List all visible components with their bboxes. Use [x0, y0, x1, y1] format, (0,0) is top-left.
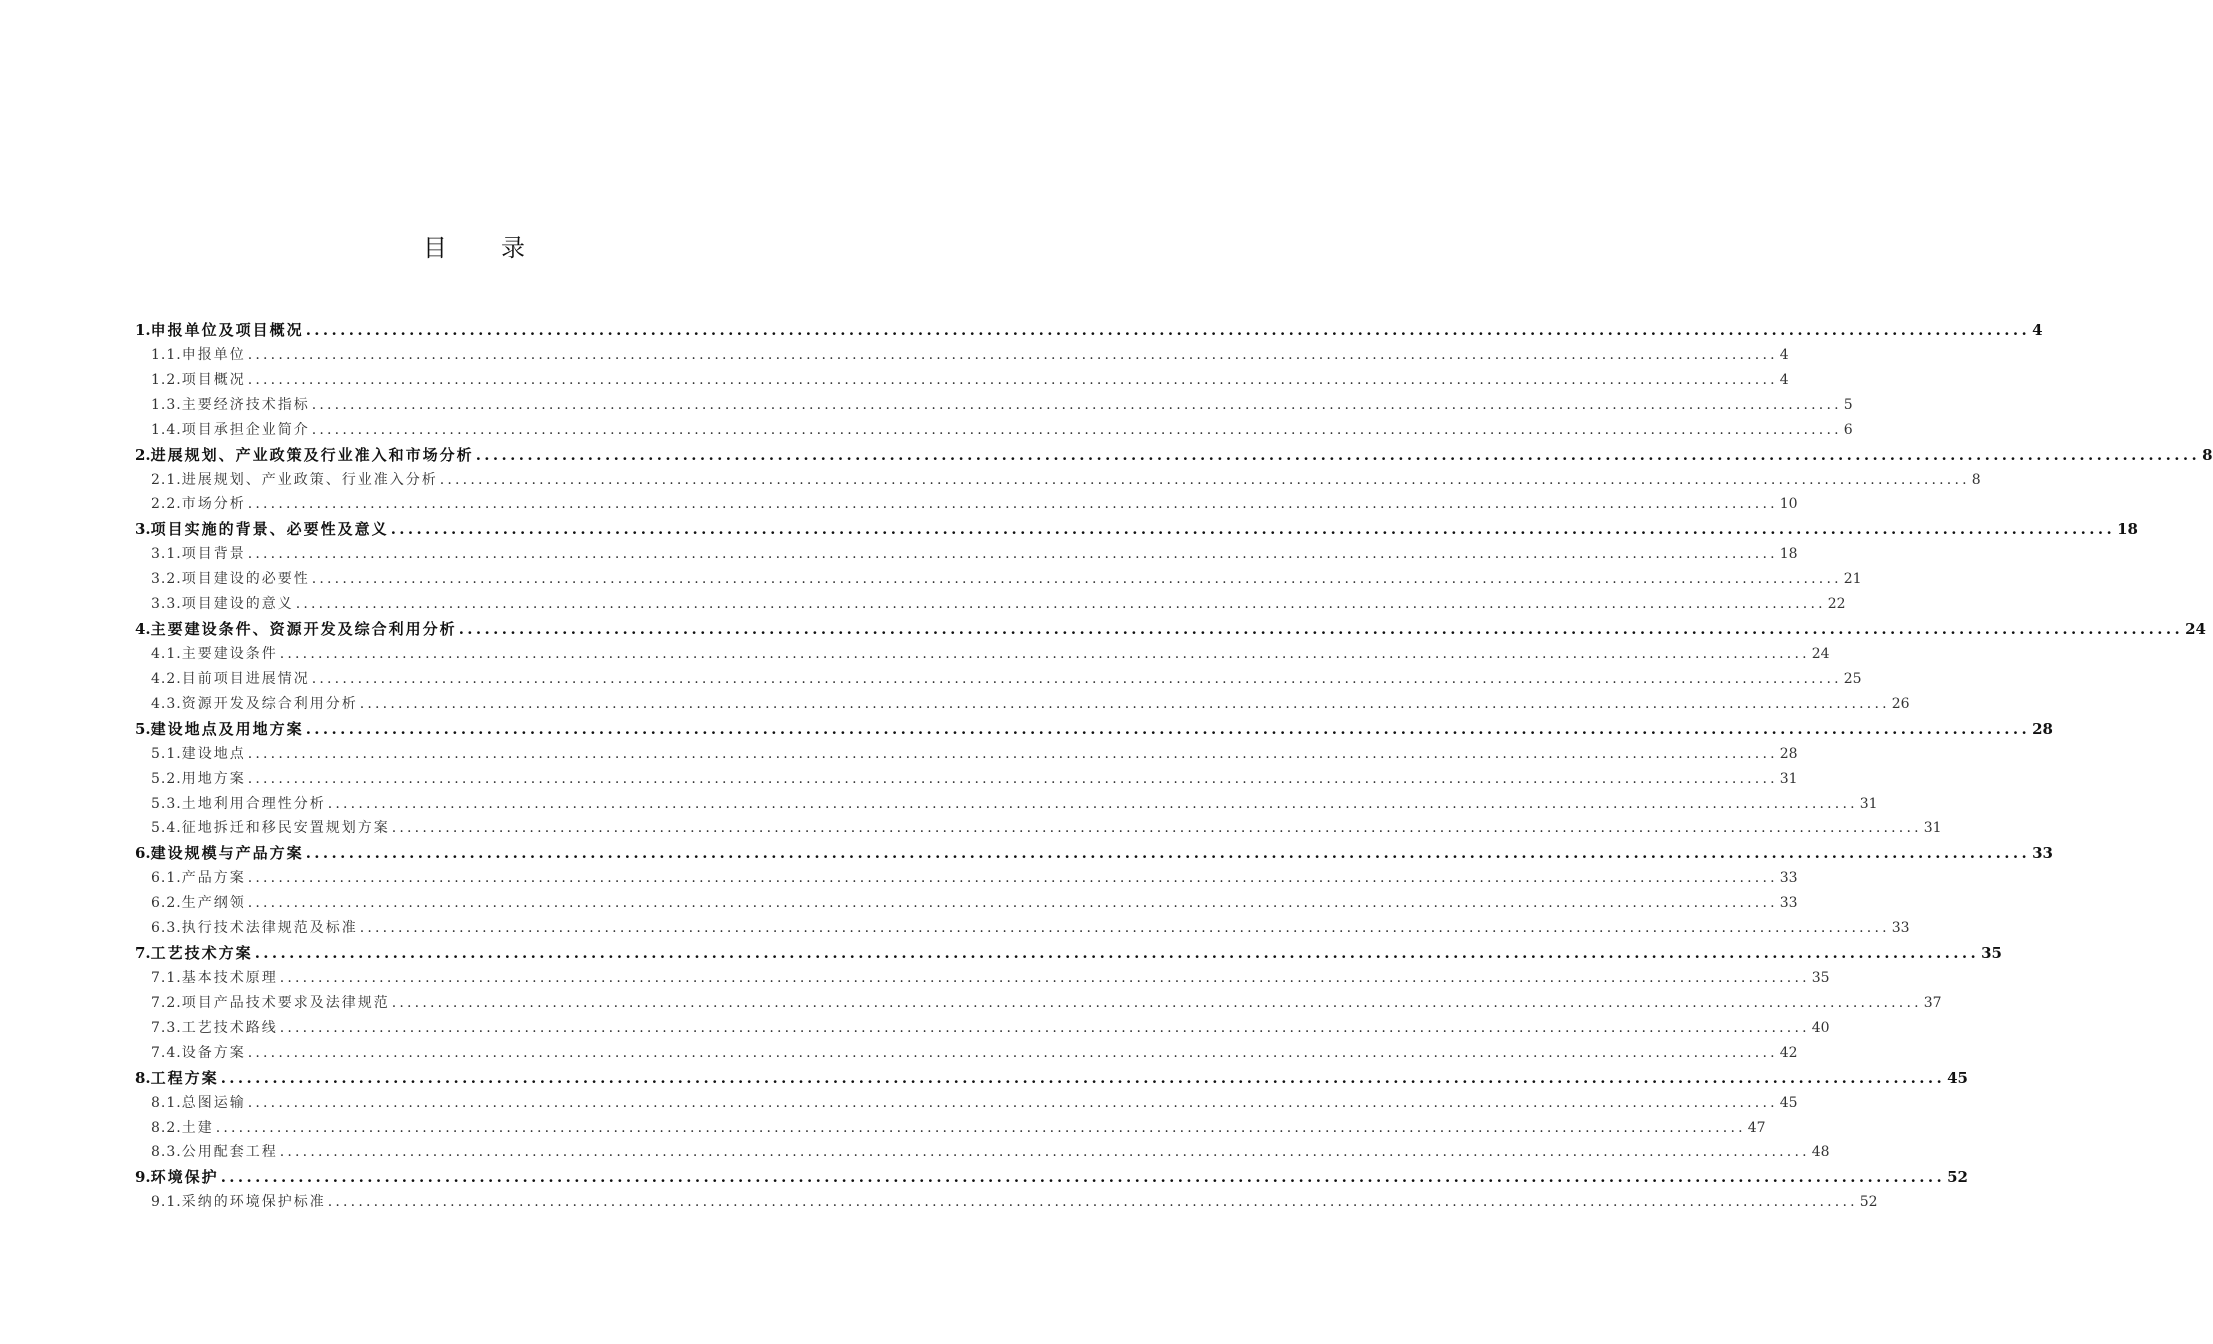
toc-entry-number: 9.: [135, 1168, 151, 1187]
toc-page-number: 33: [1891, 920, 1910, 937]
toc-page-number: 35: [1811, 969, 1830, 986]
toc-dot-leader: ........................................................................................................................................................................................................: [279, 645, 1810, 662]
toc-page-number: 45: [1947, 1068, 1968, 1087]
toc-dot-leader: ........................................................................................................................................................................................................: [327, 795, 1858, 812]
toc-entry-number: 2.2.: [151, 496, 182, 513]
toc-entry-number: 4.2.: [151, 670, 182, 687]
toc-entry-title: 基本技术原理: [181, 969, 278, 986]
toc-entry-title: 生产纲领: [181, 895, 246, 912]
toc-page-number: 33: [2032, 844, 2053, 863]
toc-page-number: 47: [1747, 1119, 1766, 1136]
toc-dot-leader: ........................................................................................................................................................................................................: [311, 396, 1842, 413]
toc-entry-title: 申报单位及项目概况: [150, 321, 304, 339]
toc-page-number: 28: [1779, 745, 1798, 762]
toc-page-number: 42: [1779, 1044, 1798, 1061]
toc-page-number: 33: [1779, 870, 1798, 887]
toc-page-number: 48: [1811, 1144, 1830, 1161]
toc-page-number: 8: [1971, 471, 1981, 488]
toc-entry-title: 项目建设的意义: [181, 596, 294, 613]
toc-dot-leader: ........................................................................................................................................................................................................: [215, 1119, 1746, 1136]
toc-entry-number: 8.1.: [151, 1094, 182, 1111]
toc-entry-number: 3.2.: [151, 571, 182, 588]
toc-dot-leader: ........................................................................................................................................................................................................: [220, 1068, 1946, 1087]
page-title: [0, 228, 950, 263]
toc-page-number: 40: [1811, 1019, 1830, 1036]
toc-dot-leader: ........................................................................................................................................................................................................: [247, 770, 1778, 787]
toc-page-number: 24: [1811, 645, 1830, 662]
toc-page-number: 31: [1779, 770, 1798, 787]
toc-entry-number: 6.2.: [151, 895, 182, 912]
toc-page-number: 8: [2202, 445, 2213, 464]
toc-chapter-entry[interactable]: [135, 941, 2002, 966]
toc-entry-number: 6.1.: [151, 870, 182, 887]
toc-dot-leader: ........................................................................................................................................................................................................: [390, 520, 2116, 539]
toc-entry-number: 6.3.: [151, 920, 182, 937]
toc-entry-title: 申报单位: [181, 346, 246, 363]
toc-section-entry[interactable]: [135, 1016, 1830, 1041]
toc-chapter-entry[interactable]: [135, 318, 2043, 343]
toc-dot-leader: ........................................................................................................................................................................................................: [305, 719, 2031, 738]
toc-dot-leader: ........................................................................................................................................................................................................: [439, 471, 1970, 488]
toc-entry-number: 1.2.: [151, 371, 182, 388]
toc-dot-leader: ........................................................................................................................................................................................................: [279, 1019, 1810, 1036]
toc-entry-number: 7.4.: [151, 1044, 182, 1061]
toc-section-entry[interactable]: [135, 1190, 1878, 1215]
toc-section-entry[interactable]: [135, 692, 1910, 717]
toc-entry-number: 2.1.: [151, 471, 182, 488]
toc-dot-leader: ........................................................................................................................................................................................................: [391, 994, 1922, 1011]
toc-dot-leader: ........................................................................................................................................................................................................: [458, 620, 2184, 639]
toc-section-entry[interactable]: [135, 767, 1798, 792]
toc-section-entry[interactable]: [135, 343, 1789, 368]
title-char-1: 目: [423, 234, 449, 262]
toc-dot-leader: ........................................................................................................................................................................................................: [247, 870, 1778, 887]
toc-section-entry[interactable]: [135, 592, 1846, 617]
toc-entry-title: 总图运输: [181, 1094, 246, 1111]
toc-chapter-entry[interactable]: [135, 841, 2053, 866]
toc-chapter-entry[interactable]: [135, 617, 2206, 642]
toc-chapter-entry[interactable]: [135, 1165, 1968, 1190]
toc-dot-leader: ........................................................................................................................................................................................................: [311, 571, 1842, 588]
toc-page-number: 45: [1779, 1094, 1798, 1111]
toc-entry-number: 5.1.: [151, 745, 182, 762]
toc-dot-leader: ........................................................................................................................................................................................................: [254, 944, 1980, 963]
toc-entry-number: 8.3.: [151, 1144, 182, 1161]
toc-entry-title: 采纳的环境保护标准: [181, 1194, 326, 1211]
toc-section-entry[interactable]: [135, 891, 1798, 916]
toc-entry-number: 3.: [135, 520, 151, 539]
toc-dot-leader: ........................................................................................................................................................................................................: [279, 969, 1810, 986]
toc-entry-title: 执行技术法律规范及标准: [181, 920, 358, 937]
toc-dot-leader: ........................................................................................................................................................................................................: [220, 1168, 1946, 1187]
toc-dot-leader: ........................................................................................................................................................................................................: [247, 745, 1778, 762]
toc-entry-title: 工艺技术路线: [181, 1019, 278, 1036]
toc-section-entry[interactable]: [135, 816, 1942, 841]
toc-dot-leader: ........................................................................................................................................................................................................: [295, 596, 1826, 613]
toc-entry-title: 市场分析: [181, 496, 246, 513]
toc-page-number: 24: [2185, 620, 2206, 639]
toc-entry-number: 4.3.: [151, 695, 182, 712]
toc-section-entry[interactable]: [135, 492, 1798, 517]
toc-page-number: 22: [1827, 596, 1846, 613]
toc-entry-number: 7.2.: [151, 994, 182, 1011]
toc-page-number: 6: [1843, 421, 1853, 438]
toc-page-number: 21: [1843, 571, 1862, 588]
table-of-contents: [135, 318, 2213, 1215]
toc-entry-number: 5.4.: [151, 820, 182, 837]
toc-section-entry[interactable]: [135, 991, 1942, 1016]
toc-page-number: 18: [1779, 546, 1798, 563]
toc-dot-leader: ........................................................................................................................................................................................................: [247, 546, 1778, 563]
toc-dot-leader: ........................................................................................................................................................................................................: [327, 1194, 1858, 1211]
toc-dot-leader: ........................................................................................................................................................................................................: [279, 1144, 1810, 1161]
toc-entry-title: 进展规划、产业政策及行业准入和市场分析: [150, 445, 474, 464]
toc-page-number: 37: [1923, 994, 1942, 1011]
toc-entry-title: 进展规划、产业政策、行业准入分析: [181, 471, 438, 488]
toc-page-number: 33: [1779, 895, 1798, 912]
toc-entry-title: 环境保护: [150, 1168, 219, 1187]
toc-dot-leader: ........................................................................................................................................................................................................: [247, 346, 1778, 363]
toc-page-number: 26: [1891, 695, 1910, 712]
toc-section-entry[interactable]: [135, 642, 1830, 667]
toc-dot-leader: ........................................................................................................................................................................................................: [359, 695, 1890, 712]
toc-entry-number: 7.: [135, 944, 151, 963]
toc-entry-title: 建设地点: [181, 745, 246, 762]
toc-dot-leader: ........................................................................................................................................................................................................: [247, 1044, 1778, 1061]
toc-entry-title: 征地拆迁和移民安置规划方案: [181, 820, 390, 837]
toc-dot-leader: ........................................................................................................................................................................................................: [359, 920, 1890, 937]
toc-entry-title: 工程方案: [150, 1068, 219, 1087]
toc-chapter-entry[interactable]: [135, 1066, 1968, 1091]
toc-entry-title: 主要建设条件、资源开发及综合利用分析: [150, 620, 457, 639]
toc-entry-title: 产品方案: [181, 870, 246, 887]
toc-entry-title: 主要经济技术指标: [181, 396, 310, 413]
toc-chapter-entry[interactable]: [135, 443, 2213, 468]
toc-dot-leader: ........................................................................................................................................................................................................: [305, 844, 2031, 863]
toc-page-number: 4: [2032, 321, 2043, 339]
toc-section-entry[interactable]: [135, 916, 1910, 941]
toc-chapter-entry[interactable]: [135, 717, 2053, 742]
toc-section-entry[interactable]: [135, 866, 1798, 891]
toc-page-number: 5: [1843, 396, 1853, 413]
toc-entry-number: 8.2.: [151, 1119, 182, 1136]
toc-entry-title: 土地利用合理性分析: [181, 795, 326, 812]
toc-dot-leader: ........................................................................................................................................................................................................: [247, 895, 1778, 912]
toc-section-entry[interactable]: [135, 792, 1878, 817]
toc-dot-leader: ........................................................................................................................................................................................................: [247, 496, 1778, 513]
toc-entry-number: 5.2.: [151, 770, 182, 787]
toc-section-entry[interactable]: [135, 1116, 1766, 1141]
toc-page-number: 18: [2117, 520, 2138, 539]
toc-entry-title: 土建: [181, 1119, 214, 1136]
toc-dot-leader: ........................................................................................................................................................................................................: [311, 421, 1842, 438]
toc-page-number: 52: [1859, 1194, 1878, 1211]
toc-page-number: 4: [1779, 346, 1789, 363]
toc-entry-number: 4.1.: [151, 645, 182, 662]
toc-section-entry[interactable]: [135, 542, 1798, 567]
toc-section-entry[interactable]: [135, 567, 1862, 592]
toc-section-entry[interactable]: [135, 966, 1830, 991]
toc-entry-title: 项目产品技术要求及法律规范: [181, 994, 390, 1011]
toc-page-number: 10: [1779, 496, 1798, 513]
toc-entry-title: 建设地点及用地方案: [150, 719, 304, 738]
toc-section-entry[interactable]: [135, 418, 1853, 443]
toc-dot-leader: ........................................................................................................................................................................................................: [247, 1094, 1778, 1111]
toc-entry-number: 2.: [135, 445, 151, 464]
toc-dot-leader: ........................................................................................................................................................................................................: [311, 670, 1842, 687]
toc-page-number: 31: [1923, 820, 1942, 837]
toc-section-entry[interactable]: [135, 468, 1981, 493]
toc-entry-number: 3.3.: [151, 596, 182, 613]
toc-entry-number: 8.: [135, 1068, 151, 1087]
toc-section-entry[interactable]: [135, 1091, 1798, 1116]
toc-entry-title: 公用配套工程: [181, 1144, 278, 1161]
toc-entry-number: 7.3.: [151, 1019, 182, 1036]
toc-entry-title: 项目实施的背景、必要性及意义: [150, 520, 389, 539]
toc-entry-number: 5.3.: [151, 795, 182, 812]
toc-dot-leader: ........................................................................................................................................................................................................: [475, 445, 2201, 464]
toc-dot-leader: ........................................................................................................................................................................................................: [391, 820, 1922, 837]
toc-entry-title: 建设规模与产品方案: [150, 844, 304, 863]
toc-page-number: 4: [1779, 371, 1789, 388]
toc-entry-title: 项目背景: [181, 546, 246, 563]
toc-dot-leader: ........................................................................................................................................................................................................: [247, 371, 1778, 388]
toc-section-entry[interactable]: [135, 393, 1853, 418]
toc-entry-title: 项目建设的必要性: [181, 571, 310, 588]
toc-entry-title: 资源开发及综合利用分析: [181, 695, 358, 712]
toc-page-number: 31: [1859, 795, 1878, 812]
toc-entry-number: 1.4.: [151, 421, 182, 438]
toc-entry-number: 4.: [135, 620, 151, 639]
toc-entry-title: 用地方案: [181, 770, 246, 787]
title-char-2: 录: [501, 234, 527, 262]
toc-entry-number: 5.: [135, 719, 151, 738]
toc-section-entry[interactable]: [135, 667, 1862, 692]
toc-entry-number: 1.1.: [151, 346, 182, 363]
toc-entry-title: 主要建设条件: [181, 645, 278, 662]
toc-section-entry[interactable]: [135, 1041, 1798, 1066]
toc-page-number: 52: [1947, 1168, 1968, 1187]
toc-section-entry[interactable]: [135, 1140, 1830, 1165]
toc-entry-title: 项目承担企业简介: [181, 421, 310, 438]
toc-entry-title: 目前项目进展情况: [181, 670, 310, 687]
toc-entry-number: 7.1.: [151, 969, 182, 986]
toc-section-entry[interactable]: [135, 368, 1789, 393]
toc-entry-number: 9.1.: [151, 1194, 182, 1211]
toc-dot-leader: ........................................................................................................................................................................................................: [305, 321, 2031, 339]
toc-page-number: 35: [1981, 944, 2002, 963]
toc-entry-number: 6.: [135, 844, 151, 863]
toc-page-number: 25: [1843, 670, 1862, 687]
toc-chapter-entry[interactable]: [135, 517, 2138, 542]
toc-entry-title: 项目概况: [181, 371, 246, 388]
toc-section-entry[interactable]: [135, 742, 1798, 767]
toc-page-number: 28: [2032, 719, 2053, 738]
toc-entry-title: 工艺技术方案: [150, 944, 253, 963]
toc-entry-number: 1.: [135, 321, 151, 339]
toc-entry-number: 3.1.: [151, 546, 182, 563]
toc-entry-number: 1.3.: [151, 396, 182, 413]
toc-entry-title: 设备方案: [181, 1044, 246, 1061]
